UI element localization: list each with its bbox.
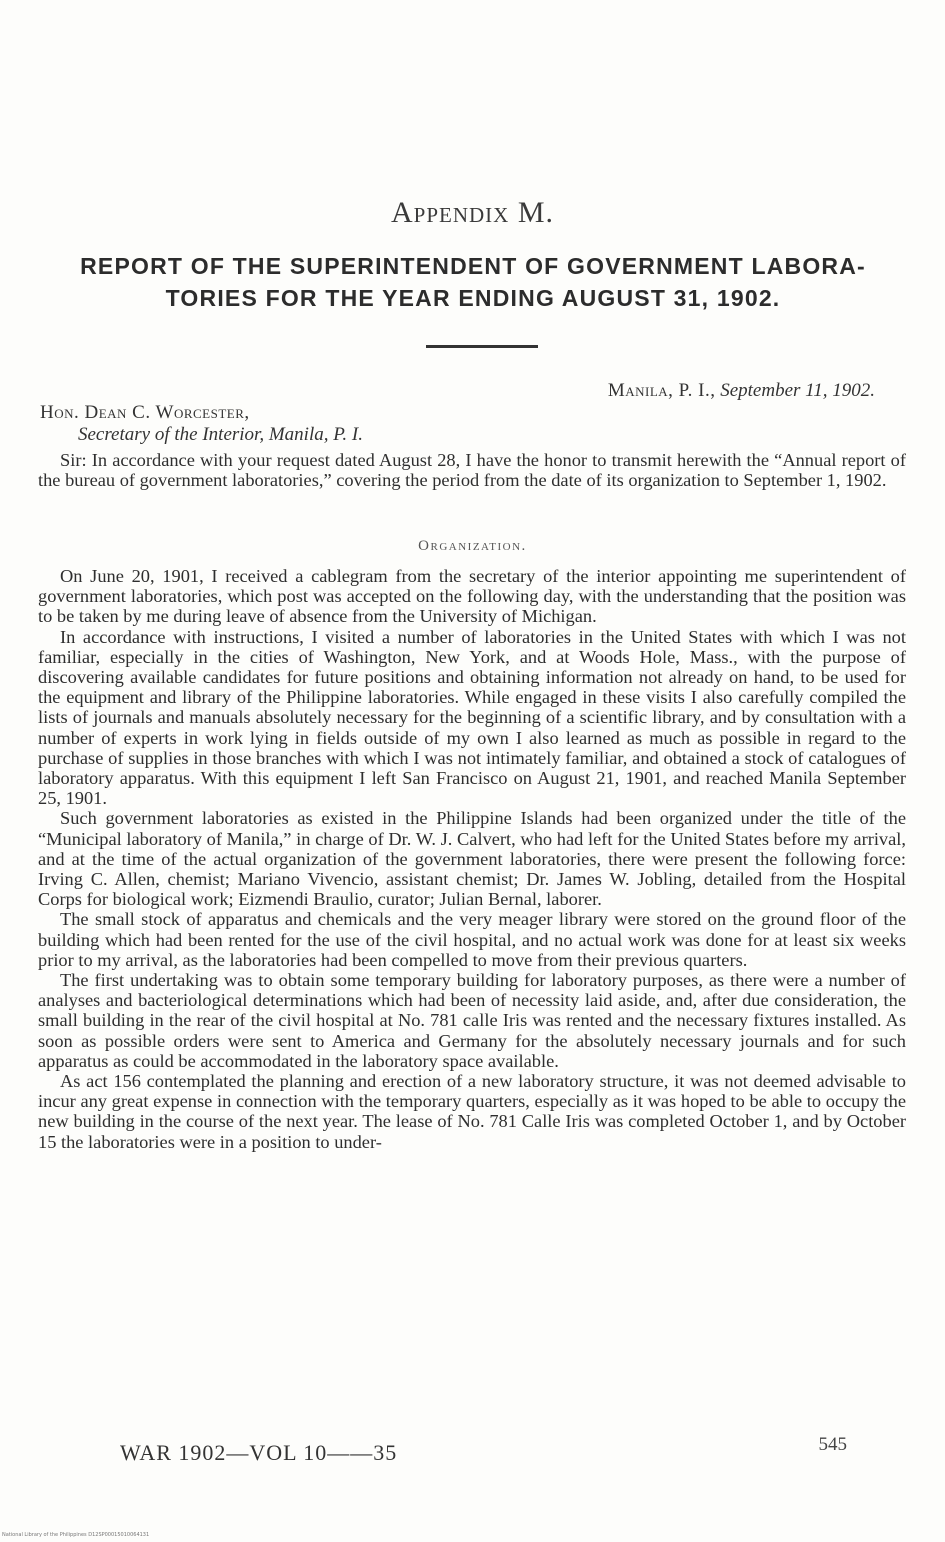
body-paragraph: In accordance with instructions, I visited a number of laboratories in the United States with which I was not familiar, especially in the cities of Washington, New York, and at Woods Hole, Mass., with the purpose of discovering available candidates for future positions and obtaining information not already on hand, to be used for the equipment and library of the Philippine laboratories. While engaged in these visits I also carefully compiled the lists of journals and manuals absolutely necessary for the beginning of a scientific library, and by consultation with a number of experts in work lying in fields outside of my own I also learned as much as possible in regard to the purchase of supplies in those branches with which I was not intimately familiar, and obtained a stock of catalogues of laboratory apparatus. With this equipment I left San Francisco on August 21, 1901, and reached Manila September 25, 1901.: [38, 626, 906, 809]
title-divider: [426, 345, 538, 348]
letter-date: September 11, 1902.: [720, 380, 875, 401]
letter-dateline: [608, 380, 875, 402]
addressee-office: Secretary of the Interior, Manila, P. I.: [78, 424, 363, 445]
addressee-name: Hon. Dean C. Worcester,: [40, 402, 250, 423]
footer-signature: WAR 1902—VOL 10——35: [120, 1440, 398, 1465]
page-number: 545: [818, 1434, 847, 1455]
body-paragraph: The first undertaking was to obtain some temporary building for laboratory purposes, as there were a number of analyses and bacteriological determinations which had been of necessity laid aside, and, after due consideration, the small building in the rear of the civil hospital at No. 781 calle Iris was rented and the necessary fixtures installed. As soon as possible orders were sent to America and Germany for the absolutely necessary journals and for such apparatus as could be accommodated in the laboratory space available.: [38, 970, 906, 1071]
report-title-line-2: TORIES FOR THE YEAR ENDING AUGUST 31, 1902.: [165, 285, 781, 311]
report-title-line-1: REPORT OF THE SUPERINTENDENT OF GOVERNMENT LABORA-: [80, 253, 866, 279]
appendix-heading: Appendix M.: [390, 196, 554, 229]
body-paragraph: As act 156 contemplated the planning and erection of a new laboratory structure, it was not deemed advisable to incur any great expense in connection with the temporary quarters, especially as it was hoped to be able to occupy the new building in the course of the next year. The lease of No. 781 Calle Iris was completed October 1, and by October 15 the laboratories were in a position to under-: [38, 1071, 906, 1152]
salutation-block: [38, 450, 906, 490]
section-heading: Organization.: [418, 538, 527, 554]
report-title: [38, 250, 908, 314]
letter-place: Manila, P. I.,: [607, 380, 716, 401]
body-paragraph: The small stock of apparatus and chemicals and the very meager library were stored on the ground floor of the building which had been rented for the use of the civil hospital, and no actual work was done for at least six weeks prior to my arrival, as the laboratories had been compelled to move from their previous quarters.: [38, 909, 906, 970]
body-paragraph: On June 20, 1901, I received a cablegram from the secretary of the interior appointing me superintendent of government laboratories, which post was accepted on the following day, with the understanding that the position was to be taken by me during leave of absence from the University of Michigan.: [38, 566, 906, 627]
body-paragraph: Such government laboratories as existed in the Philippine Islands had been organized under the title of the “Municipal laboratory of Manila,” in charge of Dr. W. J. Calvert, who had left for the United States before my arrival, and at the time of the actual organization of the government laboratories, there were present the following force: Irving C. Allen, chemist; Mariano Vivencio, assistant chemist; Dr. James W. Jobling, detailed from the Hospital Corps for biological work; Eizmendi Braulio, curator; Julian Bernal, laborer.: [38, 808, 906, 910]
salutation-paragraph: Sir: In accordance with your request dated August 28, I have the honor to transmit herewith the “Annual report of the bureau of government laboratories,” covering the period from the date of its organization to September 1, 1902.: [38, 450, 906, 491]
letter-addressee: [40, 402, 363, 446]
main-text: [38, 566, 906, 1152]
library-credit: National Library of the Philippines D12SP00015010064131: [2, 1532, 150, 1538]
